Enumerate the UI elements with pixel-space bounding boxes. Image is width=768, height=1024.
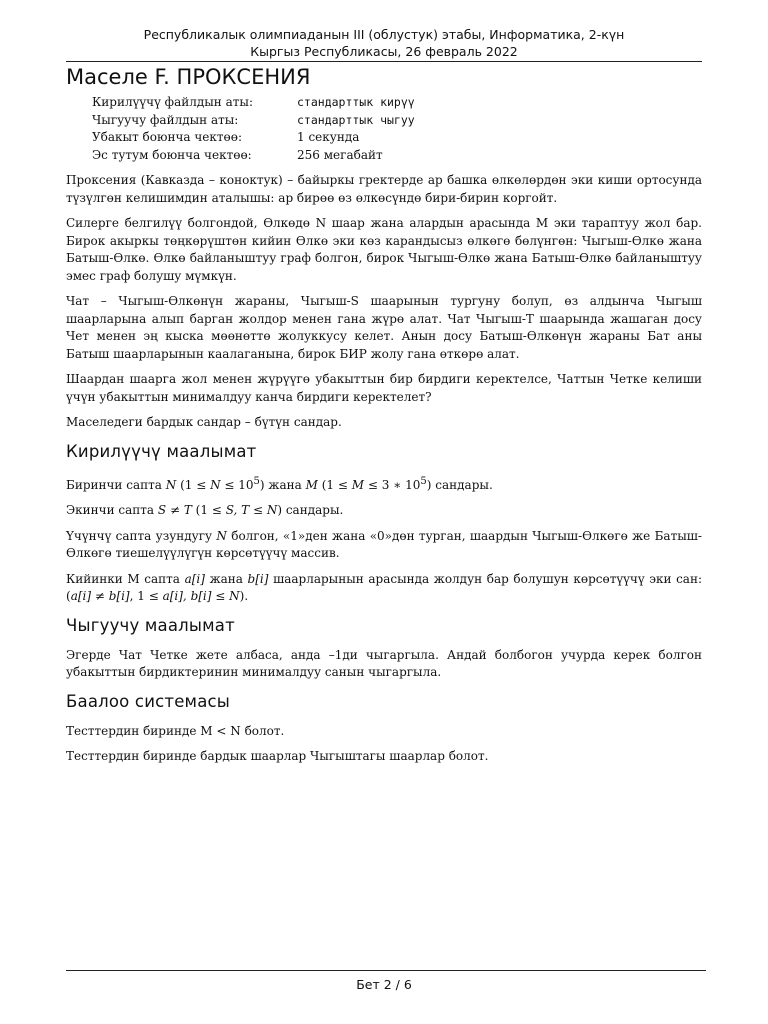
scoring-item: Тесттердин биринде M < N болот.: [66, 723, 285, 738]
limit-value: 256 мегабайт: [297, 147, 383, 162]
page-header: [66, 26, 702, 60]
problem-title: Маселе F. ПРОКСЕНИЯ: [66, 65, 311, 89]
limit-row-input-file: [92, 94, 415, 112]
limit-label: Чыгуучу файлдын аты:: [92, 112, 239, 127]
statement-paragraph: Силерге белгилүү болгондой, Өлкөдө N шаар жана алардын арасында M эки тараптуу жол бар. Бирок акыркы төңкөрүштөн кийин Өлкө эки көз карандысыз өлкөгө бөлүнгөн: Чыгыш-Өлкө жана Батыш-Өлкө. Өлкө байланыштуу граф болгон, бирок Чыгыш-Өлкө жана Батыш-Өлкө байланыштуу эмес граф болушу мүмкүн.: [66, 216, 702, 283]
problem-body: [66, 172, 702, 774]
limit-value: стандарттык чыгуу: [297, 112, 415, 127]
input-paragraph-4: Кийинки M сапта a[i] жана b[i] шаарларынын арасында жолдун бар болушун көрсөтүүчү эки сан: (a[i] ≠ b[i], 1 ≤ a[i], b[i] ≤ N).: [66, 571, 702, 603]
header-divider: [66, 61, 702, 62]
limit-row-time: [92, 129, 415, 147]
limit-value: стандарттык кирүү: [297, 95, 415, 109]
limit-label: Кирилүүчү файлдын аты:: [92, 95, 253, 109]
statement-paragraph: Шаардан шаарга жол менен жүрүүгө убакыттын бир бирдиги керектелсе, Чаттын Четке келиши үчүн убакыттын минималдуу канча бирдиги керектелет?: [66, 372, 702, 404]
limit-row-output-file: [92, 112, 415, 130]
input-paragraph-2: Экинчи сапта S ≠ T (1 ≤ S, T ≤ N) сандары.: [66, 503, 344, 517]
problem-limits: [92, 94, 415, 164]
input-paragraph-3: Үчүнчү сапта узундугу N болгон, «1»ден жана «0»дөн турган, шаардын Чыгыш-Өлкөгө же Батыш-Өлкөгө тиешелүүлүгүн көрсөтүүчү массив.: [66, 528, 702, 560]
limit-value: 1 секунда: [297, 130, 360, 144]
limit-label: Эс тутум боюнча чектөө:: [92, 147, 252, 162]
statement-paragraph: Проксения (Кавказда – коноктук) – байыркы гректерде ар башка өлкөлөрдөн эки киши ортосунда түзүлгөн келишимдин аталышы: ар бирөө өз өлкөсүндө бири-бирин коргойт.: [66, 173, 702, 205]
header-line-2: Кыргыз Республикасы, 26 февраль 2022: [250, 44, 518, 59]
statement-paragraph: Чат – Чыгыш-Өлкөнүн жараны, Чыгыш-S шаарынын тургуну болуп, өз алдынча Чыгыш шаарларына алып барган жолдор менен гана жүрө алат. Чат Чыгыш-T шаарында жашаган досу Чет менен эң кыска мөөнөттө жолуккусу келет. Анын досу Батыш-Өлкөнүн жараны Бат аны Батыш шаарларынын каалаганына, бирок БИР жолу гана өткөрө алат.: [66, 294, 702, 361]
header-line-1: Республикалык олимпиаданын III (облустук) этабы, Информатика, 2-күн: [143, 27, 625, 42]
output-paragraph: Эгерде Чат Четке жете албаса, анда –1ди чыгаргыла. Андай болбогон учурда керек болгон убакыттын бирдиктеринин минималдуу санын чыгаргыла.: [66, 647, 702, 679]
statement-paragraph: Маселедеги бардык сандар – бүтүн сандар.: [66, 415, 342, 429]
output-heading: Чыгуучу маалымат: [66, 615, 235, 635]
footer-divider: [66, 970, 706, 971]
input-paragraph-1: Биринчи сапта N $(1 \le N \le 10^5)$ жана M (1 ≤ M ≤ 3 ∗ $10^5$) сандары.: [66, 475, 493, 492]
input-heading: Кирилүүчү маалымат: [66, 441, 257, 461]
scoring-item: Тесттердин биринде бардык шаарлар Чыгыштагы шаарлар болот.: [66, 749, 489, 763]
limit-label: Убакыт боюнча чектөө:: [92, 130, 243, 144]
page-number: Бет 2 / 6: [356, 977, 412, 992]
limit-row-memory: [92, 147, 415, 165]
scoring-heading: Баалоо системасы: [66, 691, 231, 711]
